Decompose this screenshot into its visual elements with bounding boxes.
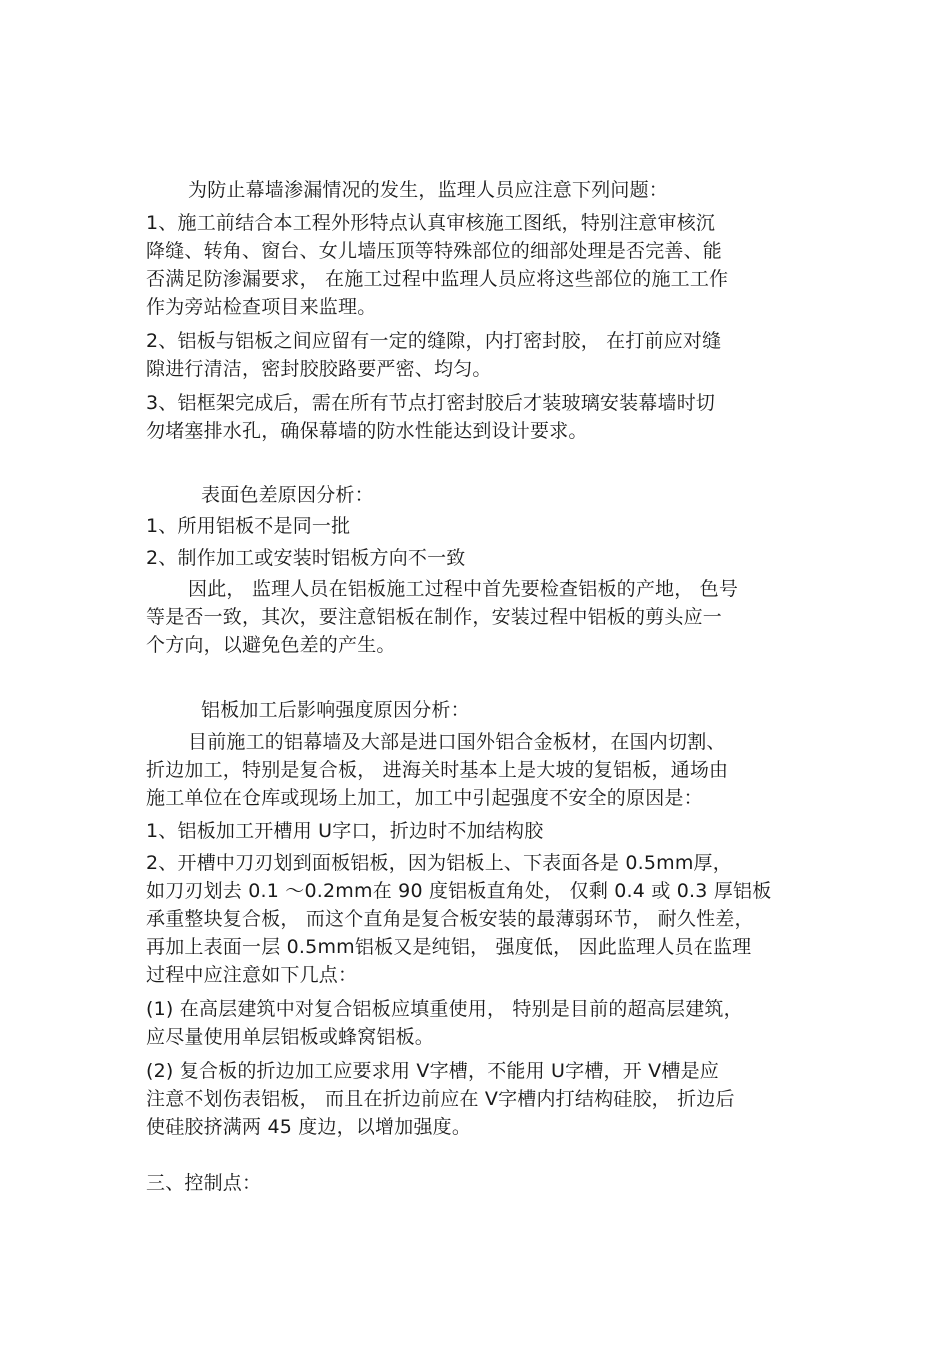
- section1-line: 作为旁站检查项目来监理。: [146, 296, 377, 318]
- section2-paragraph: 个方向，以避免色差的产生。: [146, 634, 396, 656]
- section3-heading: 铝板加工后影响强度原因分析：: [201, 699, 470, 721]
- section2-paragraph: 因此， 监理人员在铝板施工过程中首先要检查铝板的产地， 色号: [188, 578, 739, 600]
- section3-line: 1、铝板加工开槽用 U字口，折边时不加结构胶: [146, 820, 544, 842]
- section3-paragraph: 目前施工的铝幕墙及大部是进口国外铝合金板材，在国内切割、: [188, 731, 726, 753]
- section1-line: 降缝、转角、窗台、女儿墙压顶等特殊部位的细部处理是否完善、能: [146, 240, 723, 262]
- section1-line: 否满足防渗漏要求， 在施工过程中监理人员应将这些部位的施工工作: [146, 268, 729, 290]
- section3-line: (1) 在高层建筑中对复合铝板应填重使用， 特别是目前的超高层建筑，: [146, 998, 743, 1020]
- section3-line: 再加上表面一层 0.5mm铝板又是纯铝， 强度低， 因此监理人员在监理: [146, 936, 752, 958]
- section3-line: 施工单位在仓库或现场上加工，加工中引起强度不安全的原因是：: [146, 787, 703, 809]
- section3-line: (2) 复合板的折边加工应要求用 V字槽，不能用 U字槽，开 V槽是应: [146, 1060, 719, 1082]
- section1-line: 隙进行清洁，密封胶胶路要严密、均匀。: [146, 358, 492, 380]
- section1-line: 3、铝框架完成后，需在所有节点打密封胶后才装玻璃安装幕墙时切: [146, 392, 716, 414]
- section3-line: 如刀刃划去 0.1 ～0.2mm在 90 度铝板直角处， 仅剩 0.4 或 0.3 厚铝板: [146, 880, 772, 902]
- section3-line: 折边加工，特别是复合板， 进海关时基本上是大坡的复铝板，通场由: [146, 759, 729, 781]
- section3-line: 过程中应注意如下几点：: [146, 964, 358, 986]
- section3-line: 注意不划伤表铝板， 而且在折边前应在 V字槽内打结构硅胶， 折边后: [146, 1088, 735, 1110]
- section1-intro: 为防止幕墙渗漏情况的发生，监理人员应注意下列问题：: [188, 179, 669, 201]
- section1-line: 2、铝板与铝板之间应留有一定的缝隙，内打密封胶， 在打前应对缝: [146, 330, 722, 352]
- section2-line: 1、所用铝板不是同一批: [146, 515, 351, 537]
- section1-line: 勿堵塞排水孔，确保幕墙的防水性能达到设计要求。: [146, 420, 588, 442]
- section2-heading: 表面色差原因分析：: [201, 484, 374, 506]
- section3-line: 应尽量使用单层铝板或蜂窝铝板。: [146, 1026, 435, 1048]
- section3-line: 使硅胶挤满两 45 度边，以增加强度。: [146, 1116, 472, 1138]
- section1-line: 1、施工前结合本工程外形特点认真审核施工图纸，特别注意审核沉: [146, 212, 716, 234]
- section3-line: 2、开槽中刀刃划到面板铝板，因为铝板上、下表面各是 0.5mm厚，: [146, 852, 732, 874]
- section2-line: 2、制作加工或安装时铝板方向不一致: [146, 547, 466, 569]
- section3-line: 承重整块复合板， 而这个直角是复合板安装的最薄弱环节， 耐久性差，: [146, 908, 754, 930]
- section2-paragraph: 等是否一致，其次，要注意铝板在制作，安装过程中铝板的剪头应一: [146, 606, 723, 628]
- section4-heading: 三、控制点：: [146, 1172, 262, 1194]
